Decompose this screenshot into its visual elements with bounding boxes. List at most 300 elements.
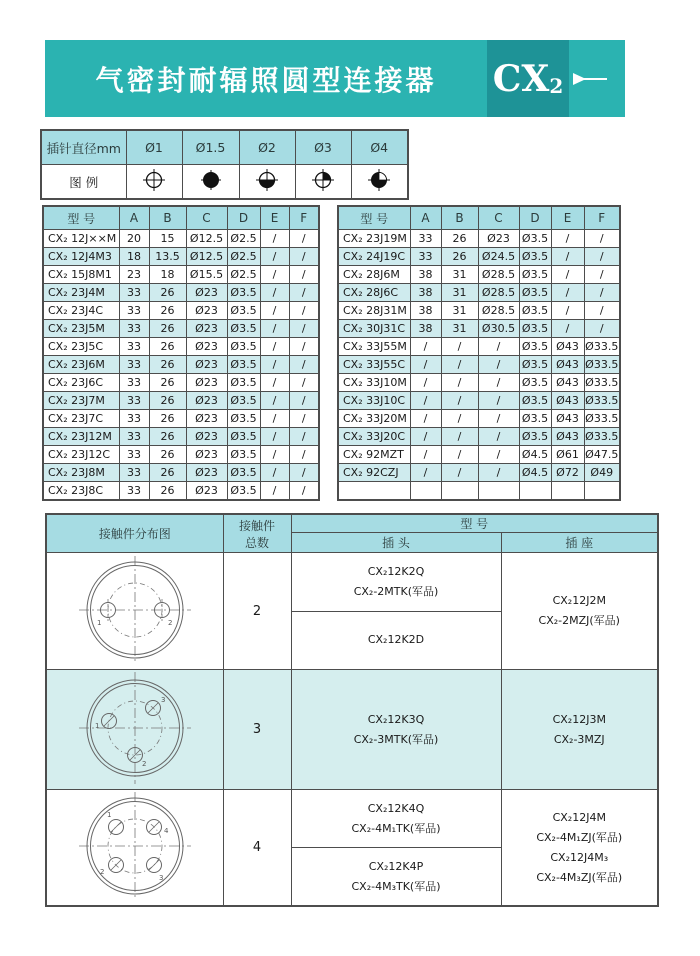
table-row	[43, 410, 319, 428]
table-cell: 31	[441, 266, 478, 284]
table-cell: 26	[149, 446, 186, 464]
model-dimension-table-left	[42, 205, 320, 501]
table-cell: Ø2.5	[227, 266, 260, 284]
table-cell: /	[289, 302, 319, 320]
table-cell: Ø3.5	[519, 374, 551, 392]
table-cell	[338, 482, 410, 501]
table-row	[338, 230, 620, 248]
table-cell: CX₂ 23J12M	[43, 428, 119, 446]
diameter-label: Ø1	[126, 130, 182, 165]
table-cell: Ø3.5	[519, 392, 551, 410]
table-cell: /	[260, 482, 289, 501]
table-cell: /	[260, 428, 289, 446]
table-cell: /	[441, 410, 478, 428]
table-cell: Ø3.5	[227, 464, 260, 482]
table-row	[338, 266, 620, 284]
table-row	[43, 464, 319, 482]
table-cell: Ø72	[551, 464, 584, 482]
table-cell: Ø3.5	[227, 356, 260, 374]
table-cell: Ø3.5	[519, 230, 551, 248]
table-cell: 26	[149, 392, 186, 410]
table-cell: /	[260, 230, 289, 248]
table-cell: CX₂ 23J19M	[338, 230, 410, 248]
table-cell: /	[410, 356, 441, 374]
table-cell: Ø28.5	[478, 284, 519, 302]
table-cell: Ø43	[551, 392, 584, 410]
table-cell: 26	[149, 482, 186, 501]
table-cell: 13.5	[149, 248, 186, 266]
table-cell: /	[584, 284, 620, 302]
table-row	[43, 356, 319, 374]
table-cell: /	[410, 410, 441, 428]
table-cell: /	[478, 374, 519, 392]
column-header: D	[227, 206, 260, 230]
table-cell: Ø12.5	[186, 248, 227, 266]
table-cell: 31	[441, 284, 478, 302]
table-cell: /	[410, 428, 441, 446]
table-cell: 38	[410, 266, 441, 284]
table-cell: /	[441, 464, 478, 482]
table-cell: Ø49	[584, 464, 620, 482]
table-cell: Ø3.5	[227, 482, 260, 501]
socket-model: CX₂12J4M	[552, 810, 606, 824]
table-cell: /	[584, 302, 620, 320]
table-cell: /	[260, 284, 289, 302]
table-cell: Ø23	[478, 230, 519, 248]
table-cell: /	[584, 320, 620, 338]
contact-row-4pin	[46, 790, 658, 907]
socket-model: CX₂12J3M	[552, 712, 606, 726]
table-cell: /	[478, 356, 519, 374]
table-cell: Ø3.5	[227, 392, 260, 410]
pin-diameter-header: 插针直径mm	[41, 130, 126, 165]
table-cell: Ø23	[186, 374, 227, 392]
column-header: E	[260, 206, 289, 230]
pin-number: 3	[160, 696, 166, 704]
table-row	[43, 230, 319, 248]
table-row	[338, 482, 620, 501]
table-cell: 33	[119, 446, 149, 464]
table-cell: Ø12.5	[186, 230, 227, 248]
plug-models-cell	[291, 790, 501, 907]
table-row	[338, 410, 620, 428]
table-cell: CX₂ 23J7C	[43, 410, 119, 428]
table-cell: /	[260, 248, 289, 266]
table-cell: Ø33.5	[584, 338, 620, 356]
table-cell: /	[584, 266, 620, 284]
table-cell: 31	[441, 302, 478, 320]
table-cell: Ø23	[186, 284, 227, 302]
table-cell: /	[410, 464, 441, 482]
table-row	[338, 464, 620, 482]
table-cell: 20	[119, 230, 149, 248]
table-cell: 26	[441, 230, 478, 248]
table-cell: 33	[119, 302, 149, 320]
table-cell: Ø43	[551, 356, 584, 374]
plug-models-cell	[291, 670, 501, 790]
table-cell: CX₂ 12J4M3	[43, 248, 119, 266]
table-cell: /	[289, 230, 319, 248]
table-cell: Ø23	[186, 428, 227, 446]
column-header: E	[551, 206, 584, 230]
table-cell: /	[551, 302, 584, 320]
table-cell: /	[289, 266, 319, 284]
table-row	[338, 356, 620, 374]
table-cell: /	[289, 446, 319, 464]
legend-label: 图 例	[41, 165, 126, 200]
table-cell: /	[441, 356, 478, 374]
table-cell: CX₂ 28J31M	[338, 302, 410, 320]
table-cell: /	[478, 446, 519, 464]
table-cell: /	[551, 320, 584, 338]
table-cell: CX₂ 92CZJ	[338, 464, 410, 482]
table-cell	[584, 482, 620, 501]
table-cell: 33	[119, 284, 149, 302]
table-cell: Ø24.5	[478, 248, 519, 266]
table-cell: /	[260, 446, 289, 464]
table-cell: CX₂ 33J55M	[338, 338, 410, 356]
table-cell: 38	[410, 284, 441, 302]
column-header: A	[119, 206, 149, 230]
table-cell: /	[260, 338, 289, 356]
table-cell: Ø3.5	[519, 284, 551, 302]
table-cell: Ø23	[186, 410, 227, 428]
plug-model: CX₂-2MTK(军品)	[353, 584, 439, 598]
table-cell: Ø3.5	[227, 284, 260, 302]
bottom-half-filled-circle-icon	[239, 165, 295, 200]
table-cell: CX₂ 33J10C	[338, 392, 410, 410]
connector-face-diagram-4pin	[46, 790, 223, 907]
table-cell: CX₂ 23J6C	[43, 374, 119, 392]
table-cell: 33	[410, 248, 441, 266]
table-cell: CX₂ 23J12C	[43, 446, 119, 464]
table-cell: CX₂ 33J55C	[338, 356, 410, 374]
table-cell: 18	[119, 248, 149, 266]
table-cell: Ø23	[186, 464, 227, 482]
table-row	[43, 266, 319, 284]
table-cell: Ø3.5	[519, 338, 551, 356]
table-cell: /	[289, 482, 319, 501]
column-header: 型 号	[43, 206, 119, 230]
table-row	[338, 302, 620, 320]
table-cell: CX₂ 23J4M	[43, 284, 119, 302]
column-header: F	[289, 206, 319, 230]
contact-row-3pin	[46, 670, 658, 790]
table-cell: 26	[149, 338, 186, 356]
table-cell	[441, 482, 478, 501]
plug-model: CX₂-4M₃TK(军品)	[351, 879, 441, 893]
table-row	[43, 284, 319, 302]
table-cell: Ø61	[551, 446, 584, 464]
arrow-right-icon	[569, 71, 625, 87]
plug-column-header: 插 头	[291, 533, 501, 553]
table-cell: Ø3.5	[519, 266, 551, 284]
table-cell: Ø33.5	[584, 410, 620, 428]
table-cell: /	[260, 356, 289, 374]
table-cell: /	[410, 338, 441, 356]
table-cell: 26	[441, 248, 478, 266]
table-cell: CX₂ 28J6C	[338, 284, 410, 302]
table-cell: /	[584, 230, 620, 248]
pin-number: 4	[163, 827, 169, 835]
table-cell: CX₂ 33J20M	[338, 410, 410, 428]
contact-count: 2	[223, 553, 291, 670]
table-cell: CX₂ 28J6M	[338, 266, 410, 284]
plug-model: CX₂-4M₁TK(军品)	[351, 821, 441, 835]
table-row	[43, 302, 319, 320]
model-dimension-table-right	[337, 205, 621, 501]
table-cell: CX₂ 33J20C	[338, 428, 410, 446]
table-row	[338, 428, 620, 446]
contact-row-2pin	[46, 553, 658, 670]
table-cell: CX₂ 23J8C	[43, 482, 119, 501]
table-cell: 18	[149, 266, 186, 284]
table-cell: 26	[149, 428, 186, 446]
table-cell: Ø3.5	[519, 428, 551, 446]
pin-number: 1	[106, 811, 112, 819]
table-cell: Ø23	[186, 320, 227, 338]
table-cell: /	[441, 374, 478, 392]
table-cell: 33	[119, 464, 149, 482]
table-cell: /	[551, 230, 584, 248]
pin-number: 2	[167, 618, 173, 627]
table-cell: /	[410, 392, 441, 410]
table-cell: Ø23	[186, 446, 227, 464]
table-row	[43, 482, 319, 501]
contact-count: 4	[223, 790, 291, 907]
column-header: B	[441, 206, 478, 230]
table-row	[43, 320, 319, 338]
table-cell: Ø3.5	[227, 374, 260, 392]
table-cell: CX₂ 23J5M	[43, 320, 119, 338]
table-cell: 33	[410, 230, 441, 248]
table-cell: CX₂ 24J19C	[338, 248, 410, 266]
table-cell: Ø43	[551, 428, 584, 446]
column-header: D	[519, 206, 551, 230]
diameter-label: Ø4	[351, 130, 408, 165]
column-header: F	[584, 206, 620, 230]
socket-model: CX₂-4M₁ZJ(军品)	[536, 830, 623, 844]
table-cell: /	[478, 338, 519, 356]
table-cell: /	[410, 446, 441, 464]
count-header-line2: 总数	[244, 535, 269, 550]
table-cell: /	[551, 284, 584, 302]
table-cell: Ø4.5	[519, 446, 551, 464]
table-row	[338, 446, 620, 464]
table-cell	[519, 482, 551, 501]
count-header-line1: 接触件	[238, 518, 275, 533]
filled-circle-icon	[182, 165, 239, 200]
column-header: C	[186, 206, 227, 230]
pin-number: 1	[94, 722, 100, 730]
table-cell: Ø4.5	[519, 464, 551, 482]
column-header: A	[410, 206, 441, 230]
table-cell: Ø3.5	[519, 320, 551, 338]
table-cell: /	[441, 428, 478, 446]
table-cell: Ø3.5	[519, 410, 551, 428]
table-cell: 15	[149, 230, 186, 248]
table-cell: 33	[119, 392, 149, 410]
table-cell: /	[260, 410, 289, 428]
contact-layout-table	[45, 513, 659, 907]
table-cell: /	[289, 338, 319, 356]
table-cell: 26	[149, 284, 186, 302]
pin-number: 2	[141, 760, 147, 768]
table-cell: /	[260, 320, 289, 338]
table-cell: /	[289, 356, 319, 374]
series-logo-main: CX	[492, 57, 550, 100]
table-cell: /	[289, 392, 319, 410]
table-cell: /	[260, 266, 289, 284]
table-cell: Ø33.5	[584, 428, 620, 446]
socket-models-cell	[501, 670, 658, 790]
table-cell: Ø28.5	[478, 266, 519, 284]
table-cell: 33	[119, 410, 149, 428]
table-cell: 33	[119, 482, 149, 501]
table-cell: Ø3.5	[519, 356, 551, 374]
diagram-column-header: 接触件分布图	[46, 514, 223, 553]
table-cell: /	[289, 248, 319, 266]
table-cell: /	[260, 374, 289, 392]
table-cell: 26	[149, 356, 186, 374]
table-cell: Ø43	[551, 410, 584, 428]
plug-model: CX₂12K3Q	[367, 712, 425, 726]
table-cell: /	[551, 266, 584, 284]
diameter-label: Ø1.5	[182, 130, 239, 165]
table-cell: Ø3.5	[227, 302, 260, 320]
table-cell	[478, 482, 519, 501]
column-header: B	[149, 206, 186, 230]
table-cell: 31	[441, 320, 478, 338]
model-group-header: 型 号	[291, 514, 658, 533]
table-cell: 33	[119, 320, 149, 338]
page-banner	[45, 40, 625, 117]
table-row	[43, 248, 319, 266]
table-cell: /	[289, 410, 319, 428]
table-cell: 23	[119, 266, 149, 284]
table-cell: Ø23	[186, 302, 227, 320]
socket-model: CX₂12J2M	[552, 594, 606, 607]
page-title: 气密封耐辐照圆型连接器	[95, 63, 437, 97]
table-cell: Ø15.5	[186, 266, 227, 284]
column-header: C	[478, 206, 519, 230]
table-row	[338, 338, 620, 356]
table-cell: CX₂ 12J××M	[43, 230, 119, 248]
column-header: 型 号	[338, 206, 410, 230]
connector-face-diagram-2pin	[46, 553, 223, 670]
table-cell: Ø47.5	[584, 446, 620, 464]
series-logo-subscript: 2	[549, 73, 564, 98]
table-row	[338, 374, 620, 392]
table-row	[43, 428, 319, 446]
pin-number: 2	[99, 868, 105, 876]
table-cell: CX₂ 23J4C	[43, 302, 119, 320]
socket-model: CX₂-3MZJ	[553, 732, 605, 746]
table-cell	[551, 482, 584, 501]
table-cell: Ø3.5	[227, 428, 260, 446]
table-cell: /	[441, 392, 478, 410]
table-cell: Ø3.5	[227, 446, 260, 464]
socket-model: CX₂-4M₃ZJ(军品)	[536, 870, 623, 884]
table-cell: CX₂ 23J8M	[43, 464, 119, 482]
plug-model: CX₂-3MTK(军品)	[353, 732, 439, 746]
table-cell: /	[441, 446, 478, 464]
table-cell: /	[584, 248, 620, 266]
table-cell: /	[289, 284, 319, 302]
table-cell: /	[260, 302, 289, 320]
pin-number: 1	[96, 618, 102, 627]
table-cell: Ø43	[551, 338, 584, 356]
plug-model: CX₂12K4P	[368, 859, 424, 873]
table-cell: CX₂ 92MZT	[338, 446, 410, 464]
table-cell: CX₂ 23J7M	[43, 392, 119, 410]
table-cell: /	[289, 428, 319, 446]
table-cell: Ø3.5	[519, 248, 551, 266]
table-cell: CX₂ 23J5C	[43, 338, 119, 356]
table-cell: 26	[149, 464, 186, 482]
table-row	[338, 392, 620, 410]
table-cell: Ø28.5	[478, 302, 519, 320]
table-cell	[410, 482, 441, 501]
table-cell: /	[289, 464, 319, 482]
table-cell: /	[478, 410, 519, 428]
table-cell: Ø33.5	[584, 374, 620, 392]
plug-models-cell	[291, 553, 501, 670]
table-row	[338, 248, 620, 266]
diameter-label: Ø2	[239, 130, 295, 165]
table-cell: /	[478, 464, 519, 482]
series-logo	[487, 40, 569, 117]
connector-face-diagram-3pin	[46, 670, 223, 790]
pin-number: 3	[158, 874, 164, 882]
quarter-filled-circle-icon	[295, 165, 351, 200]
table-cell: 26	[149, 320, 186, 338]
table-cell: /	[289, 320, 319, 338]
socket-column-header: 插 座	[501, 533, 658, 553]
table-cell: Ø23	[186, 356, 227, 374]
table-cell: 26	[149, 410, 186, 428]
table-cell: Ø3.5	[227, 338, 260, 356]
table-cell: /	[478, 428, 519, 446]
socket-models-cell	[501, 553, 658, 670]
table-cell: 26	[149, 374, 186, 392]
table-cell: Ø23	[186, 338, 227, 356]
table-cell: /	[410, 374, 441, 392]
table-row	[43, 392, 319, 410]
table-cell: 38	[410, 320, 441, 338]
plug-model: CX₂12K4Q	[367, 801, 425, 815]
table-cell: 38	[410, 302, 441, 320]
table-cell: 33	[119, 374, 149, 392]
table-cell: Ø2.5	[227, 248, 260, 266]
table-cell: 33	[119, 338, 149, 356]
table-cell: /	[478, 392, 519, 410]
table-row	[43, 374, 319, 392]
table-cell: Ø2.5	[227, 230, 260, 248]
table-cell: /	[551, 248, 584, 266]
table-cell: CX₂ 30J31C	[338, 320, 410, 338]
diameter-label: Ø3	[295, 130, 351, 165]
table-cell: Ø33.5	[584, 356, 620, 374]
plug-model: CX₂12K2Q	[367, 564, 425, 578]
table-cell: CX₂ 23J6M	[43, 356, 119, 374]
contact-count: 3	[223, 670, 291, 790]
table-row	[43, 446, 319, 464]
table-cell: Ø23	[186, 392, 227, 410]
count-column-header	[223, 514, 291, 553]
socket-models-cell	[501, 790, 658, 907]
table-cell: /	[260, 464, 289, 482]
